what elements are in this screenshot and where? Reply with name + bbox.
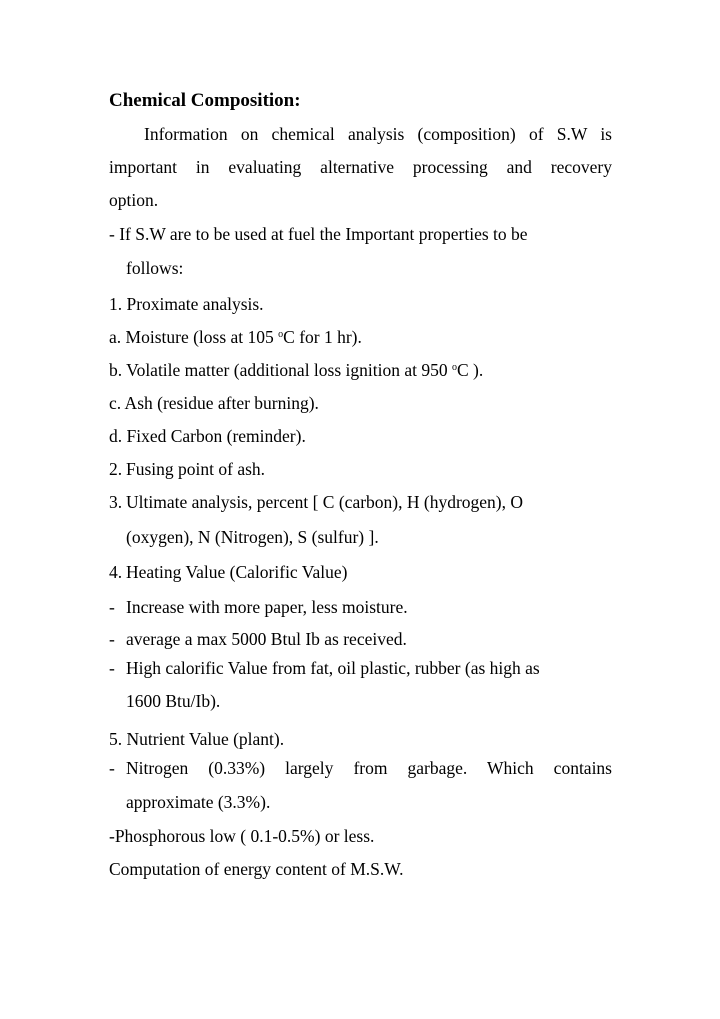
- degree-superscript: o: [278, 329, 284, 340]
- list-item-3: [109, 492, 523, 512]
- moisture-text-end: C for 1 hr).: [283, 327, 362, 347]
- bullet-text: Nitrogen (0.33%) largely from garbage. Which contains: [126, 758, 612, 778]
- proximate-item-c: c. Ash (residue after burning).: [109, 393, 319, 413]
- dash-bullet: -: [109, 597, 115, 617]
- heating-bullet-3: [109, 658, 540, 678]
- bullet-text: average a max 5000 Btul Ib as received.: [126, 629, 407, 649]
- moisture-text: a. Moisture (loss at 105: [109, 327, 279, 347]
- phosphorous-line: -Phosphorous low ( 0.1-0.5%) or less.: [109, 826, 375, 846]
- computation-line: Computation of energy content of M.S.W.: [109, 859, 404, 879]
- intro-line-3: option.: [109, 190, 159, 210]
- item-text: Ultimate analysis, percent [ C (carbon), H (hydrogen), O: [126, 492, 524, 512]
- bullet-text: Increase with more paper, less moisture.: [126, 597, 408, 617]
- list-item-5: 5. Nutrient Value (plant).: [109, 729, 285, 749]
- heating-bullet-2: [109, 629, 407, 649]
- heating-bullet-3-continuation: 1600 Btu/Ib).: [126, 691, 221, 711]
- fuel-line-2: follows:: [126, 258, 184, 278]
- heating-bullet-1: [109, 597, 408, 617]
- intro-line-2: important in evaluating alternative processing and recovery: [109, 157, 612, 177]
- proximate-title: 1. Proximate analysis.: [109, 294, 264, 314]
- item-number: 2.: [109, 459, 123, 479]
- proximate-item-b: [109, 360, 483, 380]
- item-number: 4.: [109, 562, 123, 582]
- list-item-2: [109, 459, 265, 479]
- item-number: 3.: [109, 492, 123, 512]
- nutrient-bullet-1: [109, 758, 612, 778]
- dash-bullet: -: [109, 658, 115, 678]
- degree-superscript: o: [452, 362, 457, 373]
- item-text: Fusing point of ash.: [126, 459, 266, 479]
- proximate-item-d: d. Fixed Carbon (reminder).: [109, 426, 306, 446]
- heading: Chemical Composition:: [109, 90, 301, 111]
- nutrient-bullet-1-continuation: approximate (3.3%).: [126, 792, 271, 812]
- fuel-line-1: - If S.W are to be used at fuel the Important properties to be: [109, 224, 528, 244]
- proximate-item-a: [109, 327, 362, 347]
- list-item-4: [109, 562, 347, 582]
- volatile-text: b. Volatile matter (additional loss ignition at 950: [109, 360, 452, 380]
- volatile-text-end: C ).: [457, 360, 484, 380]
- list-item-3-continuation: (oxygen), N (Nitrogen), S (sulfur) ].: [126, 527, 379, 547]
- bullet-text: High calorific Value from fat, oil plastic, rubber (as high as: [126, 658, 540, 678]
- dash-bullet: -: [109, 758, 115, 778]
- item-text: Heating Value (Calorific Value): [126, 562, 348, 582]
- dash-bullet: -: [109, 629, 115, 649]
- intro-line-1: Information on chemical analysis (composition) of S.W is: [144, 124, 612, 144]
